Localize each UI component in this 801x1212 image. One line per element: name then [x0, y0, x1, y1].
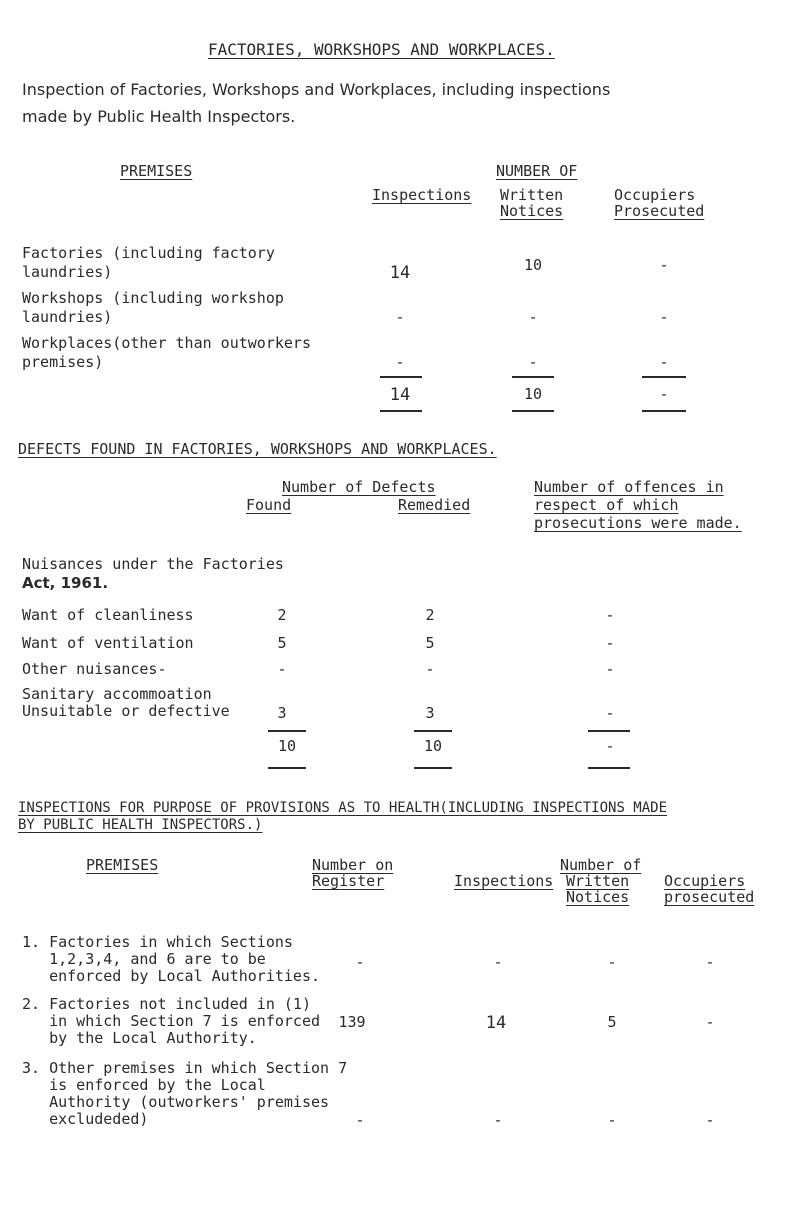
- t2-row-ventilation-offences: -: [605, 634, 615, 652]
- t3-row3-label-2: is enforced by the Local: [22, 1076, 266, 1094]
- page-title: FACTORIES, WORKSHOPS AND WORKPLACES.: [208, 40, 555, 59]
- t1-premises-header: PREMISES: [120, 162, 193, 180]
- t1-total-rule-prosecuted: [642, 376, 686, 378]
- t3-col-register-2: Register: [312, 872, 385, 890]
- t1-row-workshops-inspections: -: [395, 308, 405, 326]
- t2-row-other-offences: -: [605, 660, 615, 678]
- t1-col-written-2: Notices: [500, 202, 564, 220]
- t3-row1-inspections: -: [493, 953, 503, 971]
- t2-total-found: 10: [277, 737, 297, 755]
- t3-row3-label-4: excludeded): [22, 1110, 149, 1128]
- t2-row-cleanliness-offences: -: [605, 606, 615, 624]
- t1-row-workshops-label-1: Workshops (including workshop: [22, 289, 284, 307]
- t2-col-remedied: Remedied: [398, 496, 471, 514]
- t1-row-workshops-prosecuted: -: [659, 308, 669, 326]
- t2-bottom-rule-offences: [588, 767, 630, 769]
- t1-row-factories-notices: 10: [523, 256, 543, 274]
- t1-bottom-rule-prosecuted: [642, 410, 686, 412]
- t2-total-remedied: 10: [423, 737, 443, 755]
- t1-row-factories-label-2: laundries): [22, 263, 113, 281]
- t1-bottom-rule-notices: [512, 410, 554, 412]
- t2-row-sanitary-found: 3: [277, 704, 287, 722]
- t3-row2-label-1: 2. Factories not included in (1): [22, 995, 311, 1013]
- t3-col-register-1: Number on: [312, 856, 394, 874]
- t2-total-rule-remedied: [414, 730, 452, 732]
- t3-row1-register: -: [355, 953, 365, 971]
- t1-row-workplaces-label-1: Workplaces(other than outworkers: [22, 334, 311, 352]
- t3-col-occupiers-2: prosecuted: [664, 888, 755, 906]
- t1-row-factories-label-1: Factories (including factory: [22, 244, 275, 262]
- t2-total-offences: -: [605, 737, 615, 755]
- t2-row-ventilation-found: 5: [277, 634, 287, 652]
- t1-bottom-rule-inspections: [380, 410, 422, 412]
- t3-row3-notices: -: [607, 1111, 617, 1129]
- t2-row-sanitary-offences: -: [605, 704, 615, 722]
- t2-row-cleanliness-remedied: 2: [425, 606, 435, 624]
- t3-col-written-2: Notices: [566, 888, 630, 906]
- t3-row2-label-2: in which Section 7 is enforced: [22, 1012, 321, 1030]
- t1-row-workshops-label-2: laundries): [22, 308, 113, 326]
- t1-row-workplaces-label-2: premises): [22, 353, 104, 371]
- t2-row-other-label: Other nuisances-: [22, 660, 167, 678]
- t1-col-inspections: Inspections: [372, 186, 472, 204]
- t2-title: DEFECTS FOUND IN FACTORIES, WORKSHOPS AND WORKPLACES.: [18, 440, 497, 458]
- t2-section-label-2: Act, 1961.: [22, 574, 109, 592]
- t2-section-label-1: Nuisances under the Factories: [22, 555, 284, 573]
- t2-row-other-remedied: -: [425, 660, 435, 678]
- t2-row-ventilation-remedied: 5: [425, 634, 435, 652]
- t2-row-sanitary-remedied: 3: [425, 704, 435, 722]
- t1-total-notices: 10: [523, 385, 543, 403]
- t1-col-occupiers-1: Occupiers: [614, 186, 696, 204]
- t2-total-rule-offences: [588, 730, 630, 732]
- t1-row-workplaces-notices: -: [528, 353, 538, 371]
- t2-col-found: Found: [246, 496, 292, 514]
- t3-col-inspections: Inspections: [454, 872, 554, 890]
- t3-row1-label-3: enforced by Local Authorities.: [22, 967, 321, 985]
- t3-row3-label-3: Authority (outworkers' premises: [22, 1093, 330, 1111]
- t2-col-defects: Number of Defects: [282, 478, 436, 496]
- t3-row1-prosecuted: -: [705, 953, 715, 971]
- t3-col-written-1: Written: [566, 872, 630, 890]
- t1-row-workplaces-prosecuted: -: [659, 353, 669, 371]
- t3-row2-register: 139: [338, 1013, 366, 1031]
- t1-row-factories-prosecuted: -: [659, 256, 669, 274]
- t3-row3-prosecuted: -: [705, 1111, 715, 1129]
- t2-col-offences-3: prosecutions were made.: [534, 514, 742, 532]
- t2-row-other-found: -: [277, 660, 287, 678]
- intro-line-1: Inspection of Factories, Workshops and Workplaces, including inspections: [22, 80, 611, 99]
- t2-col-offences-1: Number of offences in: [534, 478, 724, 496]
- t1-row-workshops-notices: -: [528, 308, 538, 326]
- t3-row3-label-1: 3. Other premises in which Section 7: [22, 1059, 348, 1077]
- t3-row2-prosecuted: -: [705, 1013, 715, 1031]
- t3-col-occupiers-1: Occupiers: [664, 872, 746, 890]
- t2-total-rule-found: [268, 730, 306, 732]
- t3-row1-label-2: 1,2,3,4, and 6 are to be: [22, 950, 266, 968]
- t1-total-rule-notices: [512, 376, 554, 378]
- t2-row-sanitary-label-2: Unsuitable or defective: [22, 702, 230, 720]
- t3-row3-register: -: [355, 1111, 365, 1129]
- t2-row-sanitary-label-1: Sanitary accommoation: [22, 685, 212, 703]
- t3-row3-inspections: -: [493, 1111, 503, 1129]
- t1-row-factories-inspections: 14: [389, 263, 411, 283]
- t1-col-written-1: Written: [500, 186, 564, 204]
- t2-bottom-rule-remedied: [414, 767, 452, 769]
- t3-title-2: BY PUBLIC HEALTH INSPECTORS.): [18, 817, 263, 833]
- intro-line-2: made by Public Health Inspectors.: [22, 107, 296, 126]
- t1-total-inspections: 14: [389, 385, 411, 405]
- t2-row-cleanliness-label: Want of cleanliness: [22, 606, 194, 624]
- t2-col-offences-2: respect of which: [534, 496, 679, 514]
- t3-row2-label-3: by the Local Authority.: [22, 1029, 257, 1047]
- t3-row1-notices: -: [607, 953, 617, 971]
- t3-row2-notices: 5: [607, 1013, 617, 1031]
- t2-bottom-rule-found: [268, 767, 306, 769]
- t1-number-of-header: NUMBER OF: [496, 162, 578, 180]
- t1-total-rule-inspections: [380, 376, 422, 378]
- t1-col-occupiers-2: Prosecuted: [614, 202, 705, 220]
- t2-row-cleanliness-found: 2: [277, 606, 287, 624]
- t3-title-1: INSPECTIONS FOR PURPOSE OF PROVISIONS AS TO HEALTH(INCLUDING INSPECTIONS MADE: [18, 800, 668, 816]
- t3-row2-inspections: 14: [485, 1013, 507, 1033]
- t3-premises-header: PREMISES: [86, 856, 159, 874]
- t1-row-workplaces-inspections: -: [395, 353, 405, 371]
- t3-row1-label-1: 1. Factories in which Sections: [22, 933, 293, 951]
- t2-row-ventilation-label: Want of ventilation: [22, 634, 194, 652]
- t3-number-of-header: Number of: [560, 856, 642, 874]
- t1-total-prosecuted: -: [659, 385, 669, 403]
